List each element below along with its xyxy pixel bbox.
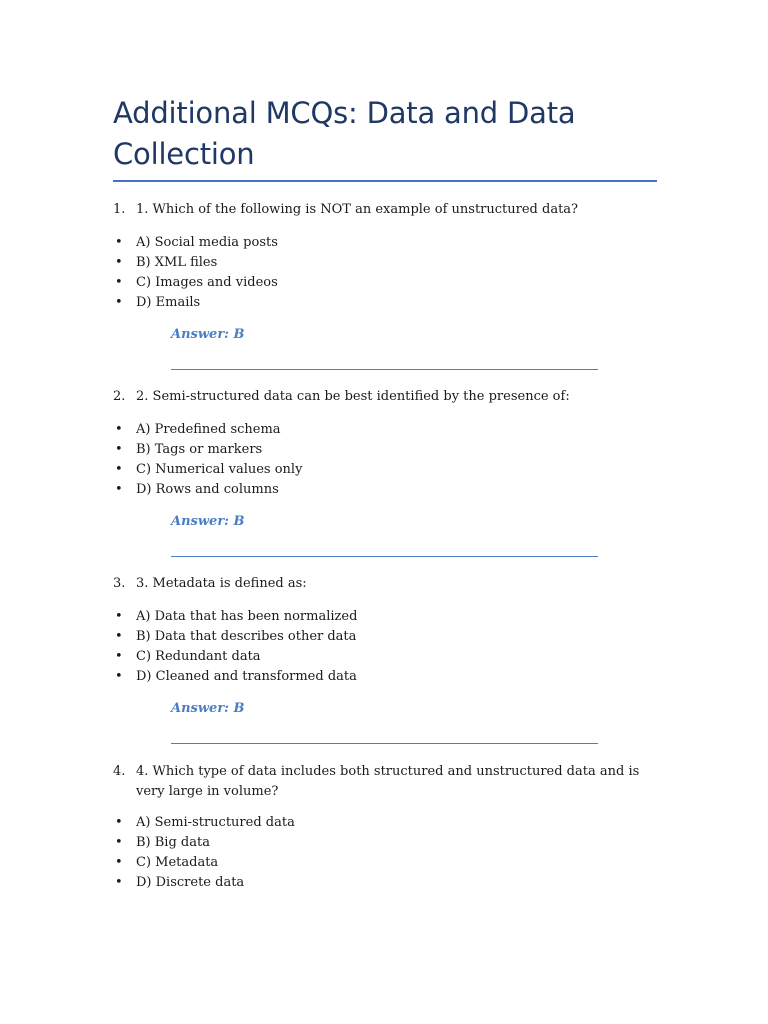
option-item xyxy=(113,667,357,687)
option-text: D) Emails xyxy=(136,295,201,310)
answer-3: Answer: B xyxy=(171,701,245,716)
bullet-icon: • xyxy=(115,235,123,250)
option-item xyxy=(113,813,295,833)
bullet-icon: • xyxy=(115,669,123,684)
option-text: A) Semi-structured data xyxy=(136,815,295,830)
option-item xyxy=(113,233,278,253)
question-2 xyxy=(113,387,653,407)
bullet-icon: • xyxy=(115,629,123,644)
bullet-icon: • xyxy=(115,462,123,477)
option-item xyxy=(113,853,295,873)
option-text: D) Discrete data xyxy=(136,875,245,890)
question-number: 2. xyxy=(113,389,126,404)
option-item xyxy=(113,627,357,647)
option-text: C) Numerical values only xyxy=(136,462,303,477)
title-underline xyxy=(113,180,657,182)
bullet-icon: • xyxy=(115,482,123,497)
option-item xyxy=(113,480,302,500)
option-text: B) Big data xyxy=(136,835,210,850)
answer-separator xyxy=(171,743,598,744)
option-item xyxy=(113,440,302,460)
option-text: B) Data that describes other data xyxy=(136,629,357,644)
question-1 xyxy=(113,200,653,220)
bullet-icon: • xyxy=(115,609,123,624)
option-item xyxy=(113,647,357,667)
option-item xyxy=(113,253,278,273)
answer-separator xyxy=(171,556,598,557)
question-number: 4. xyxy=(113,764,126,779)
options-list-1 xyxy=(113,233,278,313)
bullet-icon: • xyxy=(115,815,123,830)
bullet-icon: • xyxy=(115,835,123,850)
bullet-icon: • xyxy=(115,442,123,457)
question-number: 1. xyxy=(113,202,126,217)
bullet-icon: • xyxy=(115,295,123,310)
bullet-icon: • xyxy=(115,649,123,664)
question-text: 1. Which of the following is NOT an example of unstructured data? xyxy=(136,202,579,217)
answer-1: Answer: B xyxy=(171,327,245,342)
options-list-4 xyxy=(113,813,295,893)
question-text: 2. Semi-structured data can be best identified by the presence of: xyxy=(136,389,570,404)
option-text: D) Cleaned and transformed data xyxy=(136,669,357,684)
option-text: B) XML files xyxy=(136,255,218,270)
option-text: B) Tags or markers xyxy=(136,442,263,457)
option-text: C) Images and videos xyxy=(136,275,278,290)
question-number: 3. xyxy=(113,576,126,591)
option-item xyxy=(113,607,357,627)
option-item xyxy=(113,833,295,853)
option-text: A) Predefined schema xyxy=(136,422,281,437)
option-text: C) Redundant data xyxy=(136,649,261,664)
option-item xyxy=(113,420,302,440)
options-list-3 xyxy=(113,607,357,687)
answer-separator xyxy=(171,369,598,370)
question-text: 3. Metadata is defined as: xyxy=(136,576,307,591)
bullet-icon: • xyxy=(115,855,123,870)
options-list-2 xyxy=(113,420,302,500)
option-text: D) Rows and columns xyxy=(136,482,279,497)
option-text: A) Social media posts xyxy=(136,235,278,250)
question-3 xyxy=(113,574,653,594)
option-text: A) Data that has been normalized xyxy=(136,609,358,624)
bullet-icon: • xyxy=(115,875,123,890)
option-item xyxy=(113,873,295,893)
option-item xyxy=(113,273,278,293)
answer-2: Answer: B xyxy=(171,514,245,529)
option-item xyxy=(113,293,278,313)
question-text: 4. Which type of data includes both structured and unstructured data and is very large in volume? xyxy=(136,764,640,799)
option-text: C) Metadata xyxy=(136,855,219,870)
document-title: Additional MCQs: Data and Data Collection xyxy=(113,96,576,171)
bullet-icon: • xyxy=(115,422,123,437)
option-item xyxy=(113,460,302,480)
bullet-icon: • xyxy=(115,275,123,290)
bullet-icon: • xyxy=(115,255,123,270)
question-4 xyxy=(113,762,653,802)
